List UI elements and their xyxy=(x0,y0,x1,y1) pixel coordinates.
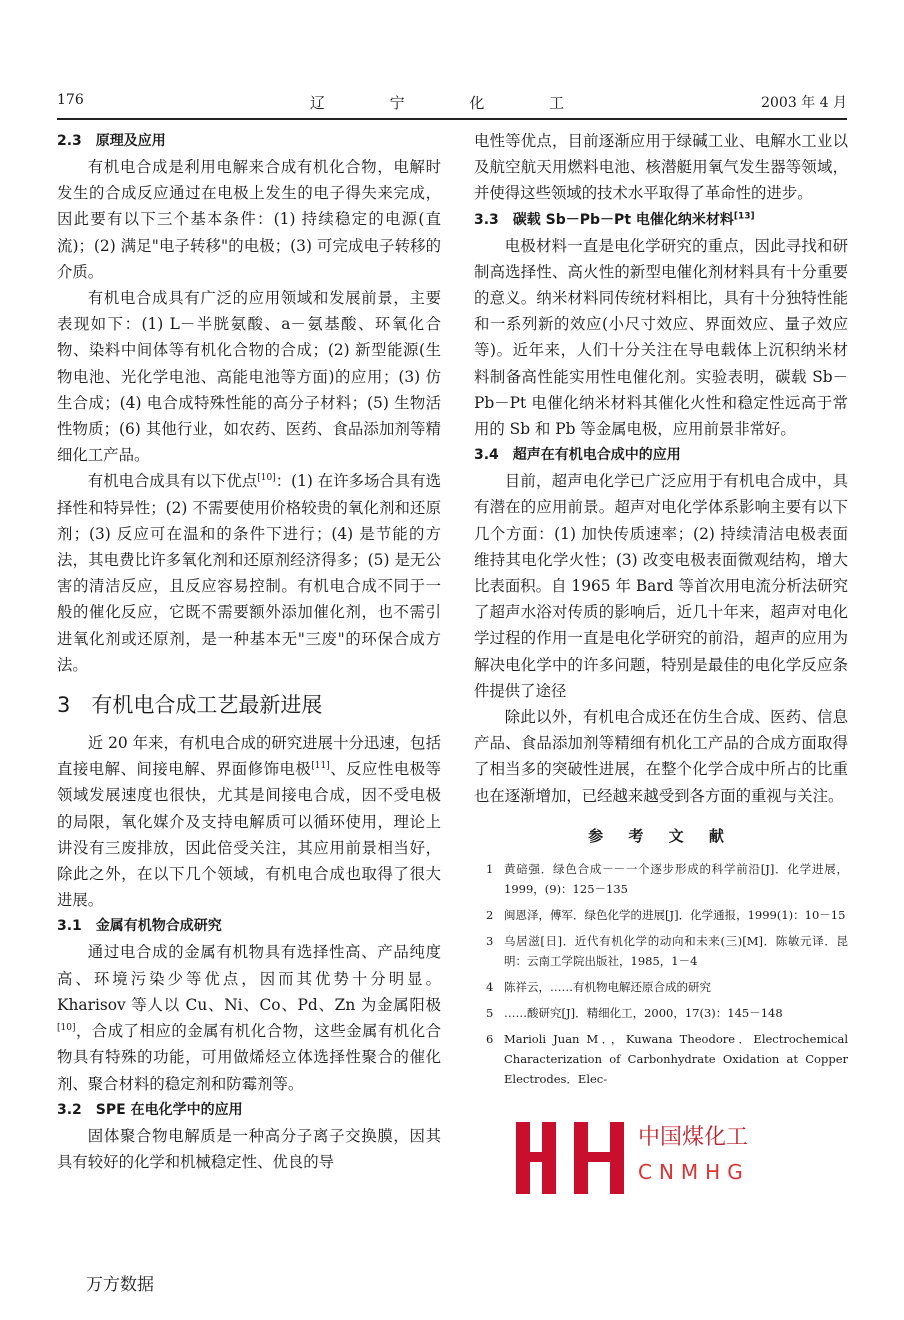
section-3-title: 3 有机电合成工艺最新进展 xyxy=(57,693,323,718)
section-3-3-title xyxy=(474,207,848,233)
section-3-1-title: 3.1 金属有机物合成研究 xyxy=(57,918,222,935)
paragraph xyxy=(57,468,441,678)
watermark-cn: 中国煤化工 xyxy=(634,1120,752,1151)
paragraph: 有机电合成是利用电解来合成有机化合物，电解时发生的合成反应通过在电极上发生的电子得失来完成，因此要有以下三个基本条件：(1) 持续稳定的电源(直流)；(2) 满足"电子转移"的电极；(3) 可完成电子转移的介质。 xyxy=(57,158,441,281)
page-header xyxy=(57,92,847,116)
citation: [13] xyxy=(733,210,755,221)
reference-item xyxy=(474,859,848,899)
journal-name: 辽 宁 化 工 xyxy=(309,94,595,112)
citation: [10] xyxy=(257,473,276,484)
left-column xyxy=(57,128,441,1175)
paragraph: 固体聚合物电解质是一种高分子离子交换膜，因其具有较好的化学和机械稳定性、优良的导 xyxy=(57,1126,441,1171)
reference-number: 6 xyxy=(486,1032,494,1047)
reference-text: ……酸研究[J]．精细化工，2000，17(3)：145－148 xyxy=(504,1006,783,1021)
reference-number: 2 xyxy=(486,908,494,923)
text: ，合成了相应的金属有机化合物，这些金属有机化合物具有特殊的功能，可用做烯烃立体选择性聚合的催化剂、聚合材料的稳定剂和防霉剂等。 xyxy=(57,1022,441,1093)
reference-item xyxy=(474,1003,848,1023)
paragraph: 除此以外，有机电合成还在仿生合成、医药、信息产品、食品添加剂等精细有机化工产品的合成方面取得了相当多的突破性进展，在整个化学合成中所占的比重也在逐渐增加，已经越来越受到各方面的重视与关注。 xyxy=(474,708,848,805)
reference-text: Marioli Juan M．，Kuwana Theodore．Electrochemical Characterization of Carbonhydrate Oxidation at Copper Electrodes．Elec- xyxy=(504,1032,848,1087)
page-number: 176 xyxy=(57,92,84,108)
paragraph: 电性等优点，目前逐渐应用于绿碱工业、电解水工业以及航空航天用燃料电池、核潜艇用氧气发生器等领域，并使得这些领域的技术水平取得了革命性的进步。 xyxy=(474,132,848,203)
text: 3.3 碳载 Sb－Pb－Pt 电催化纳米材料 xyxy=(474,211,734,228)
paragraph: 有机电合成具有广泛的应用领域和发展前景，主要表现如下：(1) L－半胱氨酸、a－氨基酸、环氧化合物、染料中间体等有机化合物的合成；(2) 新型能源(生物电池、光化学电池、高能电池等方面)的应用；(3) 仿生合成；(4) 电合成特殊性能的高分子材料；(5) 生物活性物质；(6) 其他行业，如农药、医药、食品添加剂等精细化工产品。 xyxy=(57,289,441,465)
references-title: 参 考 文 献 xyxy=(588,826,734,845)
watermark-en: CNMHG xyxy=(638,1160,750,1184)
issue-date: 2003 年 4 月 xyxy=(761,95,847,111)
watermark-mark-icon xyxy=(512,1122,630,1194)
reference-number: 5 xyxy=(486,1006,494,1021)
text: 、反应性电极等领域发展速度也很快，尤其是间接电合成，因不受电极的局限，氧化媒介及支持电解质可以循环使用，理论上讲没有三废排放，因此倍受关注，其应用前景相当好，除此之外，在以下几个领域，有机电合成也取得了很大进展。 xyxy=(57,760,441,910)
section-3-4-title: 3.4 超声在有机电合成中的应用 xyxy=(474,447,681,464)
text: 有机电合成具有以下优点 xyxy=(87,472,258,491)
paragraph: 电极材料一直是电化学研究的重点，因此寻找和研制高选择性、高火性的新型电催化剂材料具有十分重要的意义。纳米材料同传统材料相比，具有十分独特性能和一系列新的效应(小尺寸效应、界面效应、量子效应等)。近年来，人们十分关注在导电载体上沉积纳米材料制备高性能实用性电催化剂。实验表明，碳载 Sb－Pb－Pt 电催化纳米材料其催化火性和稳定性远高于常用的 Sb 和 Pb 等金属电极，应用前景非常好。 xyxy=(474,236,848,439)
citation: [10] xyxy=(57,1022,76,1033)
reference-number: 3 xyxy=(486,934,494,949)
reference-text: 陈祥云，……有机物电解还原合成的研究 xyxy=(504,980,711,995)
paragraph xyxy=(57,939,441,1096)
reference-item xyxy=(474,1029,848,1089)
footer-source: 万方数据 xyxy=(86,1275,154,1295)
citation: [11] xyxy=(311,761,330,772)
right-column xyxy=(474,128,848,1095)
text: 通过电合成的金属有机物具有选择性高、产品纯度高、环境污染少等优点，因而其优势十分明显。Kharisov 等人以 Cu、Ni、Co、Pd、Zn 为金属阳极 xyxy=(57,943,441,1014)
reference-number: 1 xyxy=(486,862,494,877)
reference-text: 乌居滋[日]．近代有机化学的动向和未来(三)[M]．陈敏元译．昆明：云南工学院出版社，1985，1－4 xyxy=(504,934,848,969)
reference-item xyxy=(474,931,848,971)
paragraph: 目前，超声电化学已广泛应用于有机电合成中，具有潜在的应用前景。超声对电化学体系影响主要有以下几个方面：(1) 加快传质速率；(2) 持续清洁电极表面维持其电化学火性；(3) 改变电极表面微观结构，增大比表面积。自 1965 年 Bard 等首次用电流分析法研究了超声水浴对传质的影响后，近几十年来，超声对电化学过程的作用一直是电化学研究的前沿，超声的应用为解决电化学中的许多问题，特别是最佳的电化学反应条件提供了途径 xyxy=(474,472,848,700)
text: ：(1) 在许多场合具有选择性和特异性；(2) 不需要使用价格较贵的氧化剂和还原剂；(3) 反应可在温和的条件下进行；(4) 是节能的方法，其电费比许多氧化剂和还原剂经济得多；(5) 是无公害的清洁反应，且反应容易控制。有机电合成不同于一般的催化反应，它既不需要额外添加催化剂，也不需引进氧化剂或还原剂，是一种基本无"三废"的环保合成方法。 xyxy=(57,472,441,674)
watermark-logo xyxy=(512,1118,842,1196)
reference-text: 闽恩泽，傅军．绿色化学的进展[J]．化学通报，1999(1)：10－15 xyxy=(504,908,846,923)
reference-item xyxy=(474,905,848,925)
section-3-2-title: 3.2 SPE 在电化学中的应用 xyxy=(57,1101,243,1118)
text: 近 20 年来，有机电合成的研究进展十分迅速，包括直接电解、间接电解、界面修饰电极 xyxy=(57,734,441,779)
reference-text: 黄碚强．绿色合成－－一个逐步形成的科学前沿[J]．化学进展，1999，(9)：125－135 xyxy=(504,862,848,897)
reference-number: 4 xyxy=(486,980,494,995)
reference-item xyxy=(474,977,848,997)
paragraph xyxy=(57,730,441,913)
header-rule xyxy=(57,118,847,120)
section-2-3-title: 2.3 原理及应用 xyxy=(57,133,166,149)
